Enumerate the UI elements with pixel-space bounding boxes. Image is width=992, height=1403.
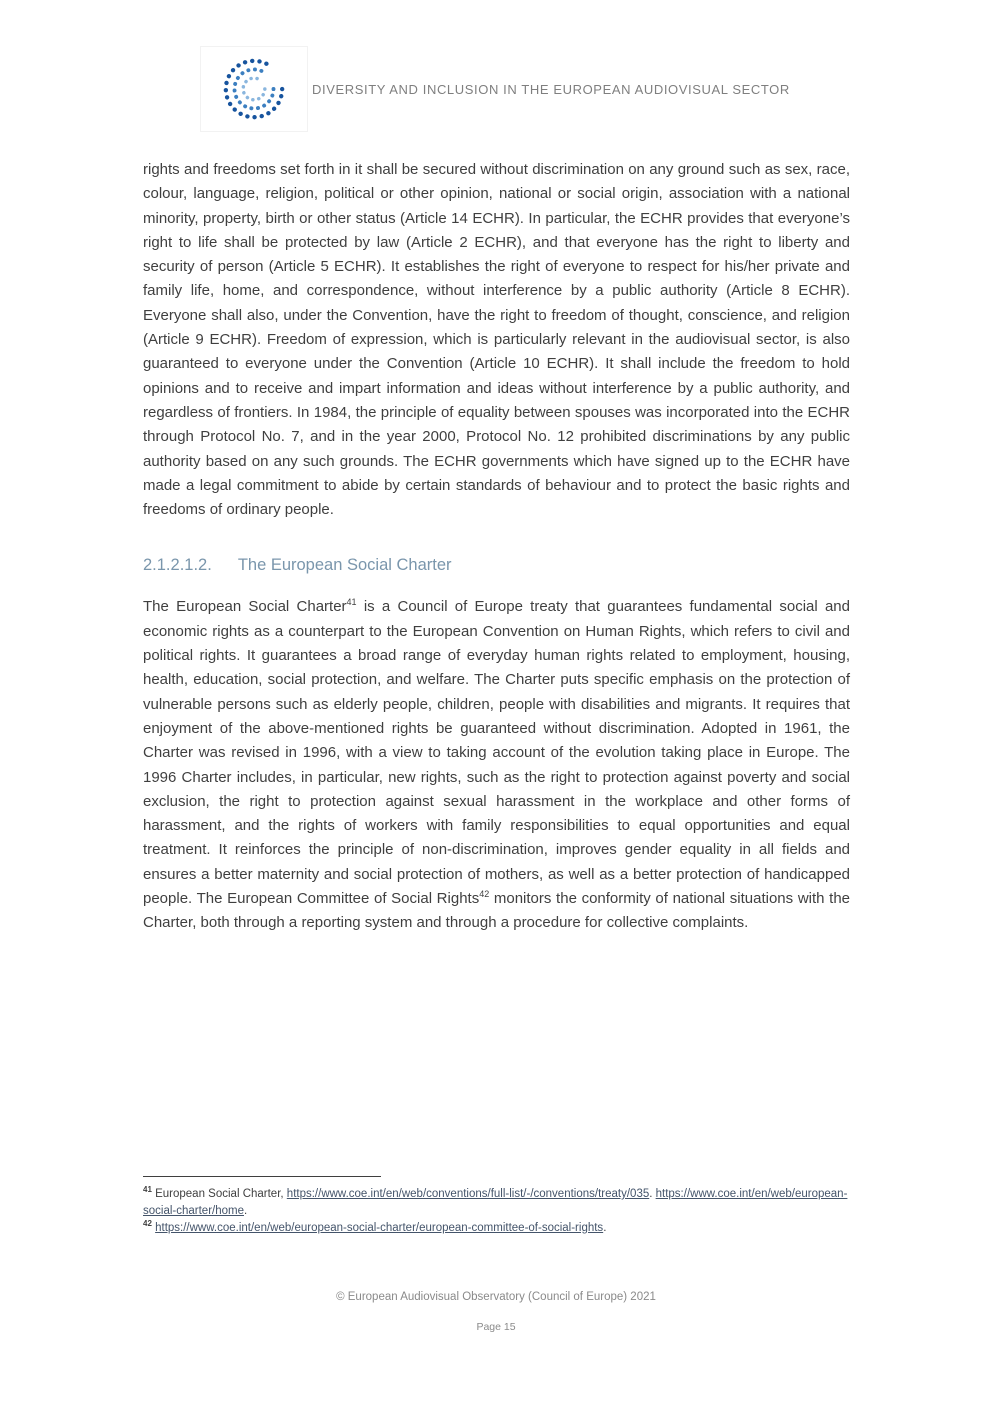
section-heading-number: 2.1.2.1.2. (143, 556, 212, 575)
body-paragraph-2 (143, 595, 850, 935)
footnote-41-link-2[interactable]: https://www.coe.int/en/web/european-social-charter/home (143, 1188, 848, 1217)
footnote-42-link-1[interactable]: https://www.coe.int/en/web/european-social-charter/european-committee-of-social-rights (155, 1222, 604, 1234)
footnote-42-number: 42 (143, 1219, 152, 1229)
header-title: DIVERSITY AND INCLUSION IN THE EUROPEAN AUDIOVISUAL SECTOR (312, 81, 790, 97)
dotted-swirl-logo-icon (215, 50, 293, 128)
footnote-ref-42: 42 (479, 889, 490, 900)
section-heading (143, 556, 850, 575)
paragraph2-text-3: monitors the conformity of national situations with the Charter, both through a reporting system and through a procedure for collective complaints. (143, 890, 850, 932)
paragraph2-text-2: is a Council of Europe treaty that guarantees fundamental social and economic rights as a counterpart to the European Convention on Human Rights, which refers to civil and political rights. It guarantees a broad range of everyday human rights related to employment, housing, health, education, social protection, and welfare. The Charter puts specific emphasis on the protection of vulnerable persons such as elderly people, children, people with disabilities and migrants. It requires that enjoyment of the above-mentioned rights be guaranteed without discrimination. Adopted in 1961, the Charter was revised in 1996, with a view to taking account of the evolution taking place in Europe. The 1996 Charter includes, in particular, new rights, such as the right to protection against poverty and social exclusion, the right to protection against sexual harassment in the workplace and other forms of harassment, and the rights of workers with family responsibilities to equal opportunities and equal treatment. It reinforces the principle of non-discrimination, improves gender equality in all fields and ensures a better maternity and social protection of mothers, as well as a better protection of handicapped people. The European Committee of Social Rights (143, 598, 850, 908)
main-text-block (143, 158, 850, 936)
paragraph2-text-1: The European Social Charter (143, 598, 347, 616)
footnote-41-number: 41 (143, 1185, 152, 1195)
body-paragraph-1: rights and freedoms set forth in it shall be secured without discrimination on any ground such as sex, race, colour, language, religion, political or other opinion, national or social origin, association with a national minority, property, birth or other status (Article 14 ECHR). In particular, the ECHR provides that everyone’s right to life shall be protected by law (Article 2 ECHR), and that everyone has the right to liberty and security of person (Article 5 ECHR). It establishes the right of everyone to respect for his/her private and family life, home, and correspondence, without interference by a public authority (Article 8 ECHR). Everyone shall also, under the Convention, have the right to freedom of thought, conscience, and religion (Article 9 ECHR). Freedom of expression, which is particularly relevant in the audiovisual sector, is also guaranteed to everyone under the Convention (Article 10 ECHR). It shall include the freedom to hold opinions and to receive and impart information and ideas without interference by a public authority, and regardless of frontiers. In 1984, the principle of equality between spouses was incorporated into the ECHR through Protocol No. 7, and in the year 2000, Protocol No. 12 prohibited discriminations by any public authority based on any such grounds. The ECHR governments which have signed up to the ECHR have made a legal commitment to abide by certain standards of behaviour and to protect the basic rights and freedoms of ordinary people. (143, 161, 850, 519)
section-heading-title: The European Social Charter (237, 556, 452, 575)
footnotes-section (143, 1176, 850, 1238)
footnote-41-separator-text: . (649, 1188, 656, 1200)
observatory-logo (200, 46, 308, 132)
footnote-ref-41: 41 (346, 597, 357, 608)
footnote-42-period: . (603, 1222, 607, 1234)
page-number: Page 15 (476, 1321, 516, 1333)
footnote-41-period: . (243, 1204, 248, 1217)
footnote-41 (143, 1186, 850, 1219)
footnote-41-text: European Social Charter, (151, 1188, 287, 1200)
footnote-41-link-1[interactable]: https://www.coe.int/en/web/conventions/full-list/-/conventions/treaty/035 (286, 1188, 650, 1200)
footer-copyright: © European Audiovisual Observatory (Council of Europe) 2021 (336, 1291, 656, 1303)
footnote-42 (143, 1220, 850, 1237)
footnote-separator (143, 1176, 381, 1177)
page-header (200, 46, 790, 132)
